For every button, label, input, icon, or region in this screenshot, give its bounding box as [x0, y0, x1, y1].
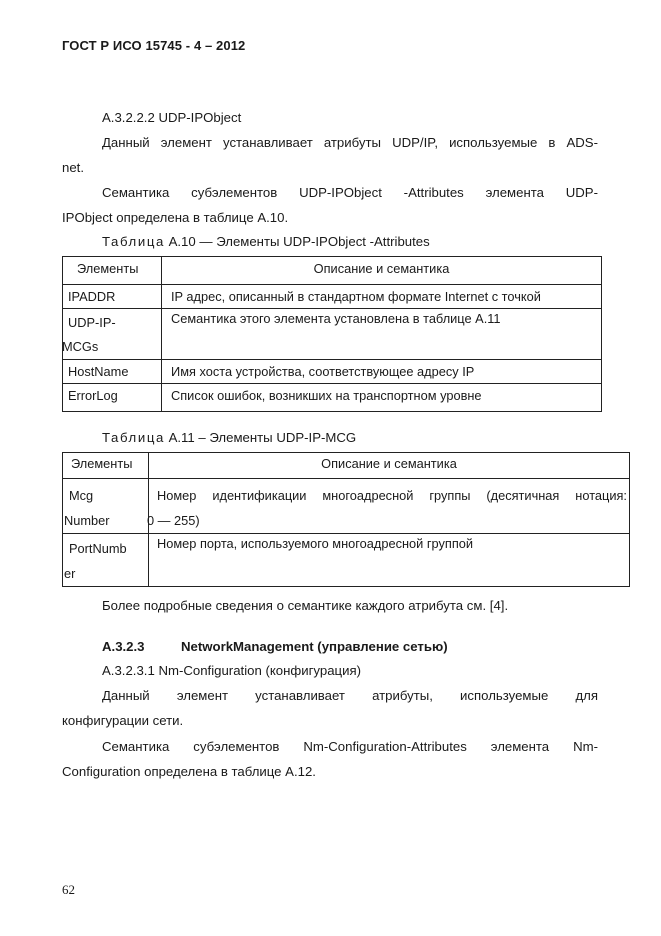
table-caption [102, 428, 356, 448]
paragraph-line: Данный элемент устанавливает атрибуты UDP/IP, используемые в ADS- [102, 135, 598, 150]
table-row [63, 534, 630, 587]
table-a10 [62, 256, 602, 412]
paragraph-line: Семантика субэлементов UDP-IPObject -Attributes элемента UDP- [102, 185, 598, 200]
cell-text: Номер идентификации многоадресной группы (десятичная нотация: [157, 488, 627, 503]
paragraph-line: конфигурации сети. [62, 713, 184, 728]
table-caption-text: А.10 — Элементы UDP-IPObject -Attributes [164, 234, 430, 249]
paragraph-line: IPObject определена в таблице А.10. [62, 210, 289, 225]
table-header-cell [63, 257, 162, 285]
cell-text: UDP-IP- [68, 315, 116, 330]
table-cell [63, 309, 162, 360]
table-cell [63, 384, 162, 412]
table-header-cell [149, 453, 630, 479]
table-cell [149, 479, 630, 534]
cell-text: Номер порта, используемого многоадресной группой [157, 536, 474, 551]
header-label: Описание и семантика [321, 456, 457, 471]
cell-text: PortNumb [69, 541, 127, 556]
table-row [63, 309, 602, 360]
cell-text: Number [64, 513, 110, 528]
header-label: Элементы [77, 261, 139, 276]
cell-text: er [64, 566, 76, 581]
paragraph-line: net. [62, 160, 84, 175]
cell-text: Семантика этого элемента установлена в таблице А.11 [171, 311, 501, 326]
subsection-heading: A.3.2.2.2 UDP-IPObject [102, 110, 242, 125]
table-header-row [63, 257, 602, 285]
table-cell [63, 534, 149, 587]
section-heading-title: NetworkManagement (управление сетью) [181, 639, 448, 654]
cell-text: IPADDR [68, 289, 116, 304]
cell-text: Список ошибок, возникших на транспортном уровне [171, 388, 482, 403]
table-cell [162, 309, 602, 360]
table-caption [102, 232, 430, 252]
table-row [63, 360, 602, 384]
table-caption-prefix: Таблица [102, 430, 165, 445]
section-heading-number: A.3.2.3 [102, 639, 145, 654]
table-row [63, 479, 630, 534]
header-label: Элементы [71, 456, 133, 471]
cell-text: Имя хоста устройства, соответствующее адресу IP [171, 364, 475, 379]
table-cell [63, 360, 162, 384]
table-header-row [63, 453, 630, 479]
table-cell [162, 384, 602, 412]
table-header-cell [63, 453, 149, 479]
paragraph-line: Configuration определена в таблице А.12. [62, 764, 316, 779]
header-label: Описание и семантика [313, 261, 450, 276]
cell-text: IP адрес, описанный в стандартном формате Internet с точкой [171, 289, 541, 304]
table-cell [162, 360, 602, 384]
table-row [63, 285, 602, 309]
paragraph-line: Более подробные сведения о семантике каждого атрибута см. [4]. [102, 598, 509, 613]
subsection-heading: A.3.2.3.1 Nm-Configuration (конфигурация) [102, 663, 361, 678]
table-row [63, 384, 602, 412]
table-cell [63, 479, 149, 534]
table-header-cell [162, 257, 602, 285]
document-header: ГОСТ Р ИСО 15745 - 4 – 2012 [62, 38, 246, 53]
table-caption-prefix: Таблица [102, 234, 165, 249]
cell-text: HostName [68, 364, 129, 379]
table-cell [162, 285, 602, 309]
paragraph-line: Данный элемент устанавливает атрибуты, используемые для [102, 688, 598, 703]
paragraph-line: Семантика субэлементов Nm-Configuration-Attributes элемента Nm- [102, 739, 598, 754]
table-cell [149, 534, 630, 587]
table-caption-text: А.11 – Элементы UDP-IP-MCG [164, 430, 357, 445]
cell-text: MCGs [62, 339, 99, 354]
table-cell [63, 285, 162, 309]
cell-text: 0 — 255) [147, 513, 200, 528]
table-a11 [62, 452, 630, 587]
cell-text: Mcg [69, 488, 94, 503]
cell-text: ErrorLog [68, 388, 118, 403]
page-number: 62 [62, 882, 75, 897]
